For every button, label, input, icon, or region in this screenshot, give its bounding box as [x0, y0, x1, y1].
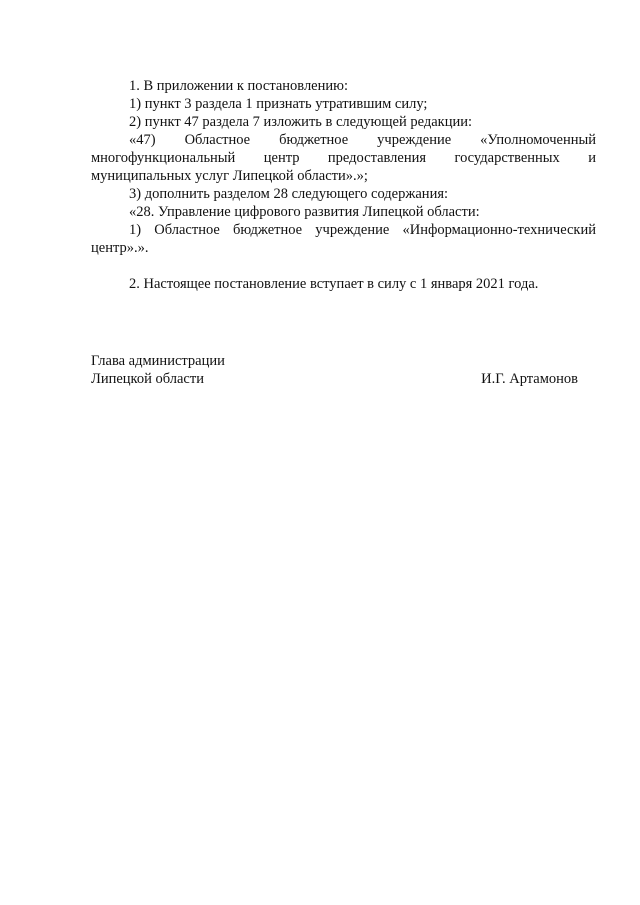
signature-region: Липецкой области — [91, 371, 204, 387]
signature-block — [91, 352, 578, 388]
signature-title-line — [91, 352, 578, 370]
paragraph-section-28: «28. Управление цифрового развития Липецкой области: — [129, 204, 480, 220]
paragraph-quote-47: «47) Областное бюджетное учреждение «Уполномоченный многофункциональный центр предоставления государственных и муниципальных услуг Липецкой области».»; — [91, 132, 596, 184]
paragraph-subitem-3: 3) дополнить разделом 28 следующего содержания: — [129, 186, 449, 202]
paragraph-section-28-item: 1) Областное бюджетное учреждение «Информационно-технический центр».». — [91, 222, 596, 256]
signature-name: И.Г. Артамонов — [481, 371, 578, 387]
paragraph-subitem-1: 1) пункт 3 раздела 1 признать утратившим силу; — [129, 96, 428, 112]
paragraph-item-1: 1. В приложении к постановлению: — [129, 78, 349, 94]
paragraph-effective-date: 2. Настоящее постановление вступает в силу с 1 января 2021 года. — [129, 276, 539, 292]
signature-title: Глава администрации — [91, 353, 225, 369]
document-body — [91, 77, 596, 293]
signature-region-line — [91, 370, 578, 388]
paragraph-subitem-2: 2) пункт 47 раздела 7 изложить в следующей редакции: — [129, 114, 473, 130]
